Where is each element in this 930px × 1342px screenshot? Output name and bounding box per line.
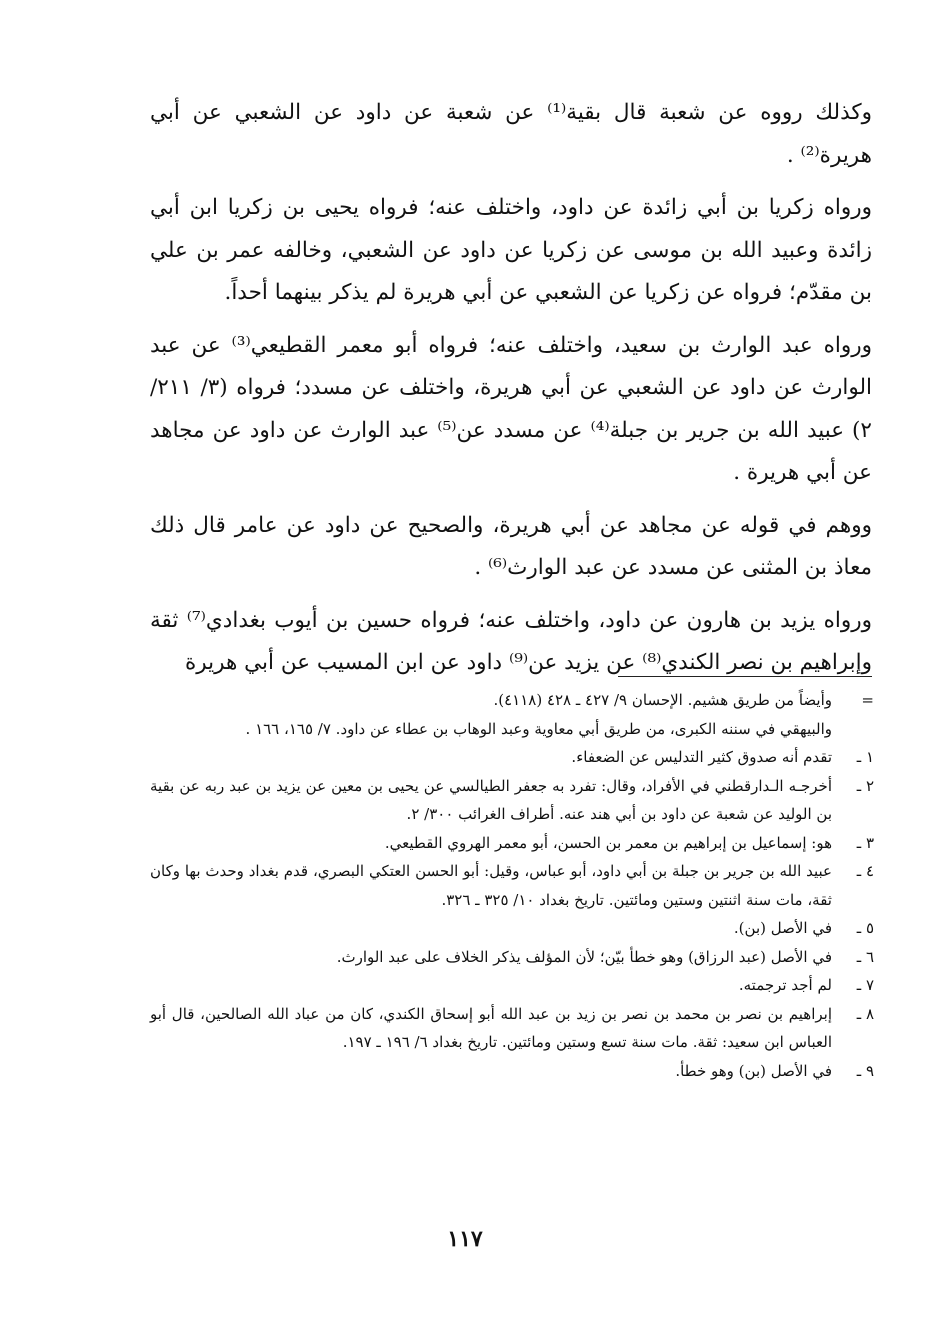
- paragraph-1: وكذلك رووه عن شعبة قال بقية⁽¹⁾ عن شعبة عن داود عن الشعبي عن أبي هريرة⁽²⁾ .: [150, 100, 872, 168]
- paragraph-3: ورواه عبد الوارث بن سعيد، واختلف عنه؛ فرواه أبو معمر القطيعي⁽³⁾ عن عبد الوارث عن داود عن الشعبي عن أبي هريرة، واختلف عن مسدد؛ فرواه (٣/ ٢١١/ ٢) عبيد الله بن جرير بن جبلة⁽⁴⁾ عن مسدد عن⁽⁵⁾ عبد الوارث عن داود عن مجاهد عن أبي هريرة .: [150, 332, 873, 485]
- footnote-number: ٥ ـ: [856, 919, 874, 937]
- footnote-number: ٧ ـ: [856, 976, 874, 994]
- footnote-2: [150, 772, 874, 829]
- footnote-text: عبيد الله بن جرير بن جبلة بن أبي داود، أبو عباس، وقيل: أبو الحسن العتكي البصري، قدم بغداد وحدث بها وكان ثقة، مات سنة اثنتين وستين ومائتين. تاريخ بغداد ١٠/ ٣٢٥ ـ ٣٢٦.: [150, 862, 832, 909]
- footnote-text: في الأصل (بن).: [733, 919, 832, 937]
- paragraph-5: ورواه يزيد بن هارون عن داود، واختلف عنه؛ فرواه حسين بن أيوب بغدادي⁽⁷⁾ ثقة وإبراهيم بن نصر الكندي⁽⁸⁾ عن يزيد عن⁽⁹⁾ داود عن ابن المسيب عن أبي هريرة: [150, 607, 872, 675]
- footnote-5: [150, 914, 874, 943]
- footnote-number: ٤ ـ: [856, 862, 874, 880]
- page-number: ١١٧: [447, 1226, 483, 1252]
- footnote-number: ٦ ـ: [856, 947, 874, 966]
- footnote-1: [150, 743, 874, 772]
- footnote-7: [150, 971, 874, 1000]
- footnote-6: [150, 943, 874, 972]
- footnote-text: في الأصل (عبد الرزاق) وهو خطأ بيّن؛ لأن المؤلف يذكر الخلاف على عبد الوارث.: [336, 947, 832, 966]
- footnote-number: ٩ ـ: [856, 1061, 874, 1080]
- footnote-number: ٨ ـ: [856, 1004, 874, 1023]
- footnote-4: [150, 857, 874, 914]
- footnote-continuation: [150, 686, 874, 715]
- footnotes: [150, 686, 874, 1085]
- footnote-continuation-2: [150, 715, 874, 744]
- footnote-text: تقدم أنه صدوق كثير التدليس عن الضعفاء.: [571, 748, 832, 766]
- footnote-text: والبيهقي في سننه الكبرى، من طريق أبي معاوية وعبد الوهاب بن عطاء عن داود. ٧/ ١٦٥، ١٦٦ .: [245, 719, 832, 738]
- footnote-text: في الأصل (بن) وهو خطأ.: [675, 1061, 832, 1080]
- footnote-text: وأيضاً من طريق هشيم. الإحسان ٩/ ٤٢٧ ـ ٤٢٨ (٤١١٨).: [493, 691, 832, 709]
- footnote-8: [150, 1000, 874, 1057]
- footnote-separator: [618, 676, 872, 677]
- footnote-text: لم أجد ترجمته.: [738, 976, 832, 994]
- footnote-number: ١ ـ: [856, 748, 874, 766]
- footnote-9: [150, 1057, 874, 1086]
- footnote-3: [150, 829, 874, 858]
- footnote-text: هو: إسماعيل بن إبراهيم بن معمر بن الحسن، أبو معمر الهروي القطيعي.: [384, 833, 832, 852]
- footnote-text: إبراهيم بن نصر بن محمد بن نصر بن زيد بن عبد الله أبو إسحاق الكندي، كان من عباد الله الصالحين، قال أبو العباس ابن سعيد: ثقة. مات سنة تسع وستين ومائتين. تاريخ بغداد ٦/ ١٩٦ ـ ١٩٧.: [150, 1004, 832, 1051]
- footnote-number: =: [861, 691, 874, 709]
- footnote-text: أخرجـه الـدارقطني في الأفراد، وقال: تفرد به جعفر الطيالسي عن يحيى بن معين عن يزيد بن عبد ربه عن بقية بن الوليد عن شعبة عن داود بن أبي هند عنه. أطراف الغرائب ٣٠٠/ ٢.: [150, 776, 832, 823]
- footnote-number: ٣ ـ: [856, 833, 874, 852]
- paragraph-4: ووهم في قوله عن مجاهد عن أبي هريرة، والصحيح عن داود عن عامر قال ذلك معاذ بن المثنى عن مسدد عن عبد الوارث⁽⁶⁾ .: [150, 512, 872, 580]
- paragraph-2: ورواه زكريا بن أبي زائدة عن داود، واختلف عنه؛ فرواه يحيى بن زكريا ابن أبي زائدة وعبيد الله بن موسى عن زكريا عن داود عن الشعبي، وخالفه عمر بن علي بن مقدّم؛ فرواه عن زكريا عن الشعبي عن أبي هريرة لم يذكر بينهما أحداً.: [150, 195, 872, 305]
- main-text: [150, 92, 872, 695]
- footnote-number: ٢ ـ: [856, 776, 874, 795]
